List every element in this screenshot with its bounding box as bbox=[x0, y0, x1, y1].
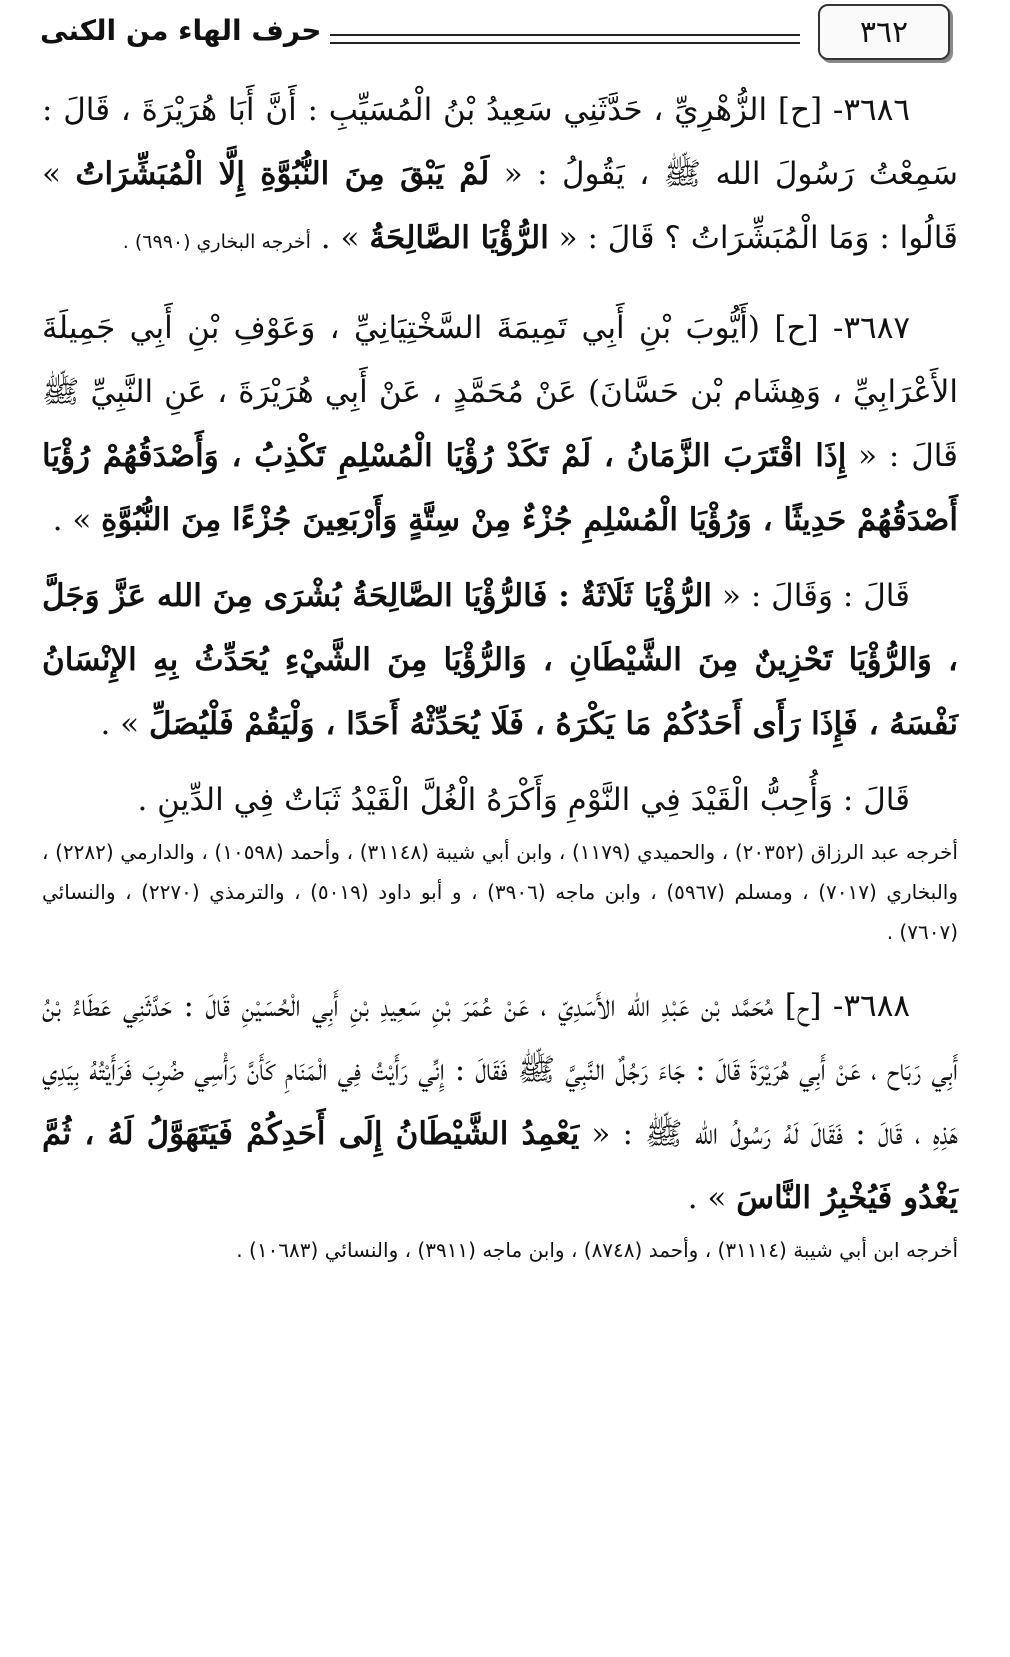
hadith-3687-quote-2: الرُّؤْيَا ثَلَاثَةٌ : فَالرُّؤْيَا الصَّالِحَةُ بُشْرَى مِنَ الله عَزَّ وَجَلَّ ، وَالرُّؤْيَا تَحْزِينٌ مِنَ الشَّيْطَانِ ، وَالرُّؤْيَا مِنَ الشَّيْءِ يُحَدِّثُ بِهِ الإِنْسَانُ نَفْسَهُ ، فَإِذَا رَأَى أَحَدُكُمْ مَا يَكْرَهُ ، فَلَا يُحَدِّثْهُ أَحَدًا ، وَلْيَقُمْ فَلْيُصَلِّ bbox=[42, 578, 958, 742]
page-content bbox=[42, 78, 958, 1270]
spacer bbox=[42, 952, 958, 974]
page-number: ٣٦٢ bbox=[859, 14, 909, 50]
hadith-3687 bbox=[42, 296, 958, 552]
page-number-box bbox=[818, 4, 950, 60]
hadith-3688-text-1: ٣٦٨٨- [ح] مُحَمَّد بْن عَبْدِ الله الأَسَدِيّ ، عَنْ عُمَرَ بْنِ سَعِيدِ بْنِ أَبِي الْحُسَيْنِ قَالَ : حَدَّثَنِي عَطَاءُ بْنُ أَبِي رَبَاح ، عَنْ أَبِي هُرَيْرَةَ قَالَ : جَاءَ رَجُلٌ النَّبِيَّ ﷺ فَقَالَ : إِنِّي رَأَيْتُ فِي الْمَنَامِ كَأَنَّ رَأْسِي ضُرِبَ فَرَأَيْتُهُ بِيَدِي هَذِهِ ، قَالَ : فَقَالَ لَهُ رَسُولُ الله ﷺ : « bbox=[42, 988, 958, 1152]
hadith-3686-text-1: ٣٦٨٦- [ح] الزُّهْرِيِّ ، حَدَّثَنِي سَعِيدُ بْنُ الْمُسَيِّبِ : أَنَّ أَبَا هُرَيْرَةَ ، قَالَ : سَمِعْتُ رَسُولَ الله ﷺ ، يَقُولُ : « bbox=[42, 92, 958, 192]
hadith-3686-quote-1: لَمْ يَبْقَ مِنَ النُّبُوَّةِ إِلَّا الْمُبَشِّرَاتُ bbox=[75, 156, 490, 192]
header-rule bbox=[330, 34, 800, 44]
chapter-title: حرف الهاء من الكنى bbox=[40, 14, 322, 47]
hadith-3686-quote-2: الرُّؤْيَا الصَّالِحَةُ bbox=[369, 220, 549, 256]
hadith-3687-quote-1: إِذَا اقْتَرَبَ الزَّمَانُ ، لَمْ تَكَدْ رُؤْيَا الْمُسْلِمِ تَكْذِبُ ، وَأَصْدَقُهُمْ رُؤْيَا أَصْدَقُهُمْ حَدِيثًا ، وَرُؤْيَا الْمُسْلِمِ جُزْءٌ مِنْ سِتَّةٍ وَأَرْبَعِينَ جُزْءًا مِنَ النُّبُوَّةِ bbox=[42, 438, 958, 538]
hadith-3687-text-3: قَالَ : وَقَالَ : « bbox=[712, 578, 911, 614]
hadith-3688-footnote: أخرجه ابن أبي شيبة (٣١١١٤) ، وأحمد (٨٧٤٨) ، وابن ماجه (٣٩١١) ، والنسائي (١٠٦٨٣) . bbox=[236, 1238, 958, 1262]
hadith-3687-text-4: » . bbox=[100, 706, 149, 742]
hadith-3687-footnote: أخرجه عبد الرزاق (٢٠٣٥٢) ، والحميدي (١١٧٩) ، وابن أبي شيبة (٣١١٤٨) ، وأحمد (١٠٥٩٨) ، والدارمي (٢٢٨٢) ، والبخاري (٧٠١٧) ، ومسلم (٥٩٦٧) ، وابن ماجه (٣٩٠٦) ، و أبو داود (٥٠١٩) ، والترمذي (٢٢٧٠) ، والنسائي (٧٦٠٧) . bbox=[42, 840, 958, 944]
page-header bbox=[40, 4, 950, 62]
hadith-3687-text-2: » . bbox=[52, 502, 102, 538]
hadith-3686-text-2: » قَالُوا : وَمَا الْمُبَشِّرَاتُ ؟ قَالَ : « bbox=[42, 156, 958, 256]
hadith-3686-footnote: أخرجه البخاري (٦٩٩٠) . bbox=[122, 231, 311, 253]
hadith-3687-saying: قَالَ : وَأُحِبُّ الْقَيْدَ فِي النَّوْمِ وَأَكْرَهُ الْغُلَّ الْقَيْدُ ثَبَاتٌ فِي الدِّينِ . bbox=[137, 782, 910, 818]
hadith-3687-continuation bbox=[42, 564, 958, 756]
spacer bbox=[42, 274, 958, 296]
hadith-3686-text-3: » . bbox=[310, 220, 370, 256]
hadith-3687-text-1: ٣٦٨٧- [ح] (أَيُّوبَ بْنِ أَبِي تَمِيمَةَ السَّخْتِيَانِيِّ ، وَعَوْفِ بْنِ أَبِي جَمِيلَةَ الأَعْرَابِيِّ ، وَهِشَام بْن حَسَّانَ) عَنْ مُحَمَّدٍ ، عَنْ أَبِي هُرَيْرَةَ ، عَنِ النَّبِيِّ ﷺ قَالَ : « bbox=[42, 310, 958, 474]
hadith-3688 bbox=[42, 974, 958, 1230]
hadith-3686 bbox=[42, 78, 958, 274]
hadith-3688-quote-1: يَعْمِدُ الشَّيْطَانُ إِلَى أَحَدِكُمْ فَيَتَهَوَّلُ لَهُ ، ثُمَّ يَغْدُو فَيُخْبِرُ النَّاسَ bbox=[42, 1116, 958, 1216]
spacer bbox=[42, 552, 958, 564]
spacer bbox=[42, 756, 958, 768]
hadith-3688-text-2: » . bbox=[687, 1180, 737, 1216]
